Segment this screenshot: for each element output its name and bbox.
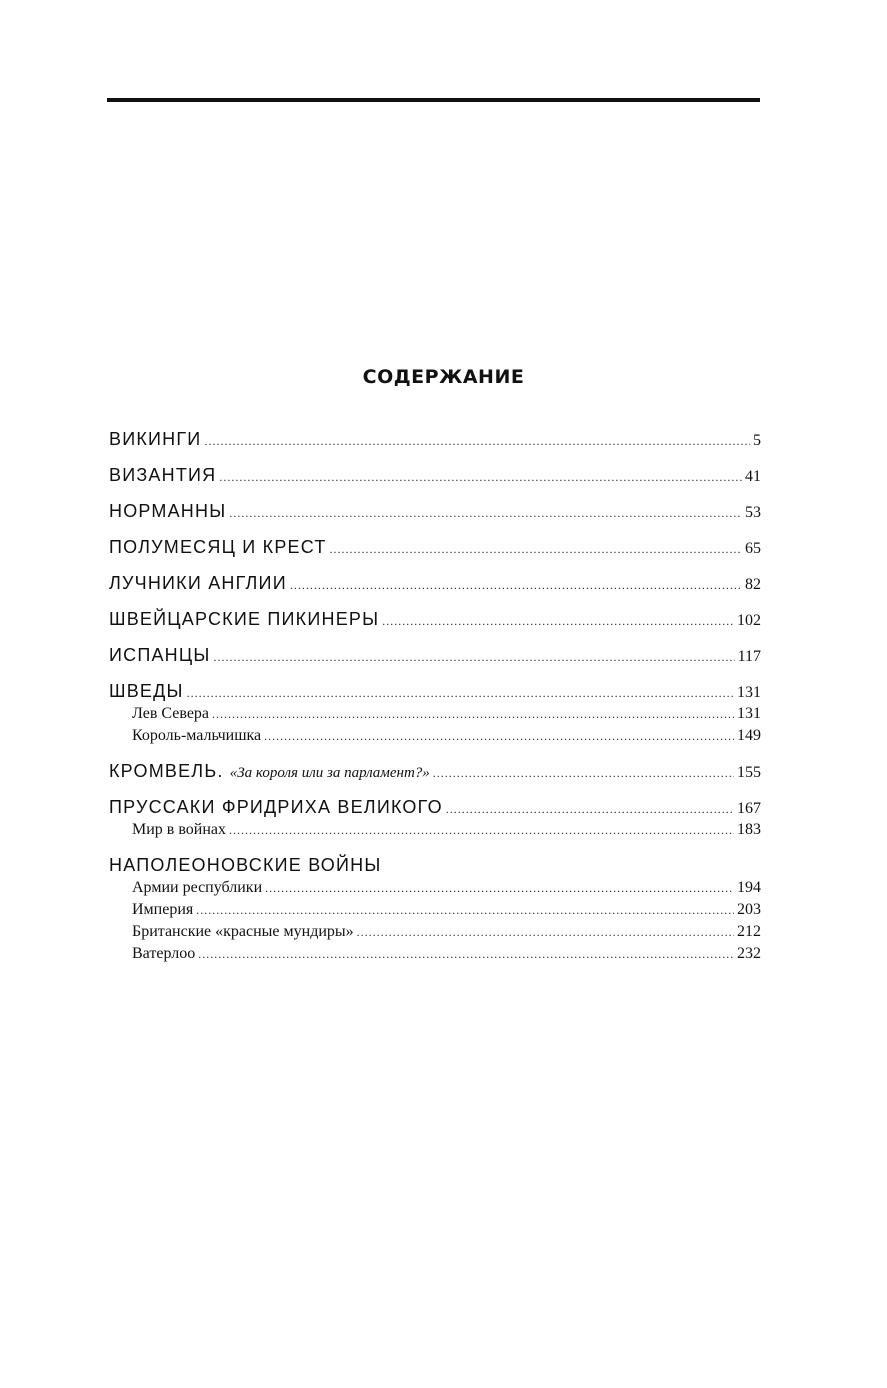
toc-entry-english-archers[interactable]: [109, 571, 761, 595]
toc-subentry-boy-king[interactable]: [109, 725, 761, 747]
dot-leader: [204, 429, 750, 453]
toc-subentry-armies-of-the-republic[interactable]: [109, 877, 761, 899]
toc-subentry-label: Империя: [132, 901, 194, 918]
toc-entry-label: ШВЕДЫ: [109, 681, 184, 701]
toc-subentry-label: Ватерлоо: [132, 945, 196, 962]
toc-entry-normans[interactable]: [109, 499, 761, 523]
dot-leader: [330, 537, 742, 561]
toc-entry-label-main: КРОМВЕЛЬ.: [109, 761, 224, 781]
toc-entry-swedes[interactable]: [109, 679, 761, 703]
toc-subentry-label: Британские «красные мундиры»: [132, 923, 354, 940]
toc-entry-vikings[interactable]: [109, 427, 761, 451]
page-title: СОДЕРЖАНИЕ: [362, 366, 525, 388]
dot-leader: [382, 609, 734, 633]
dot-leader: [229, 819, 734, 841]
dot-leader: [219, 465, 742, 489]
toc-entry-spaniards[interactable]: [109, 643, 761, 667]
toc-entry-label: ЛУЧНИКИ АНГЛИИ: [109, 573, 287, 593]
dot-leader: [212, 703, 734, 725]
toc-page-number: 131: [737, 705, 761, 722]
toc-entry-subtitle: «За короля или за парламент?»: [229, 765, 430, 781]
dot-leader: [229, 501, 742, 525]
toc-entry-cromwell[interactable]: [109, 759, 761, 783]
toc-subentry-label: Лев Севера: [132, 705, 210, 722]
toc-page-number: 183: [737, 821, 761, 838]
toc-subentry-label: Мир в войнах: [132, 821, 227, 838]
toc-entry-label: ВИЗАНТИЯ: [109, 465, 217, 485]
toc-subentry-british-redcoats[interactable]: [109, 921, 761, 943]
toc-page-number: 149: [737, 727, 761, 744]
toc-entry-swiss-pikemen[interactable]: [109, 607, 761, 631]
dot-leader: [357, 921, 734, 943]
toc-entry-label: ВИКИНГИ: [109, 429, 202, 449]
toc-entry-label: [109, 759, 430, 785]
table-of-contents: [109, 427, 761, 965]
toc-subentry-label: Король-мальчишка: [132, 727, 262, 744]
toc-subentry-waterloo[interactable]: [109, 943, 761, 965]
toc-page-number: 232: [737, 945, 761, 962]
toc-entry-prussians[interactable]: [109, 795, 761, 819]
toc-entry-label: ШВЕЙЦАРСКИЕ ПИКИНЕРЫ: [109, 609, 380, 629]
toc-page-number: 155: [737, 764, 761, 781]
toc-entry-label: ИСПАНЦЫ: [109, 645, 211, 665]
toc-page-number: 65: [745, 540, 761, 557]
toc-page-number: 53: [745, 504, 761, 521]
toc-subentry-peace-in-wars[interactable]: [109, 819, 761, 841]
toc-entry-napoleonic-wars[interactable]: [109, 853, 761, 877]
toc-page-number: 102: [737, 612, 761, 629]
toc-entry-label: ПРУССАКИ ФРИДРИХА ВЕЛИКОГО: [109, 797, 443, 817]
toc-subentry-label: Армии республики: [132, 879, 263, 896]
dot-leader: [214, 645, 735, 669]
dot-leader: [433, 761, 734, 785]
dot-leader: [265, 877, 734, 899]
toc-entry-label: ПОЛУМЕСЯЦ И КРЕСТ: [109, 537, 327, 557]
dot-leader: [446, 797, 734, 821]
dot-leader: [290, 573, 742, 597]
toc-entry-byzantium[interactable]: [109, 463, 761, 487]
toc-page-number: 167: [737, 800, 761, 817]
toc-entry-label: НАПОЛЕОНОВСКИЕ ВОЙНЫ: [109, 855, 382, 875]
dot-leader: [198, 943, 734, 965]
toc-page-number: 212: [737, 923, 761, 940]
toc-subentry-empire[interactable]: [109, 899, 761, 921]
toc-page-number: 203: [737, 901, 761, 918]
top-rule: [107, 98, 760, 102]
toc-page-number: 117: [737, 648, 761, 665]
toc-page-number: 5: [753, 432, 761, 449]
toc-page-number: 41: [745, 468, 761, 485]
toc-entry-label: НОРМАННЫ: [109, 501, 227, 521]
toc-entry-crescent-and-cross[interactable]: [109, 535, 761, 559]
toc-page-number: 82: [745, 576, 761, 593]
toc-subentry-lion-of-the-north[interactable]: [109, 703, 761, 725]
toc-page-number: 194: [737, 879, 761, 896]
dot-leader: [196, 899, 734, 921]
dot-leader: [264, 725, 734, 747]
dot-leader: [187, 681, 734, 705]
toc-page-number: 131: [737, 684, 761, 701]
